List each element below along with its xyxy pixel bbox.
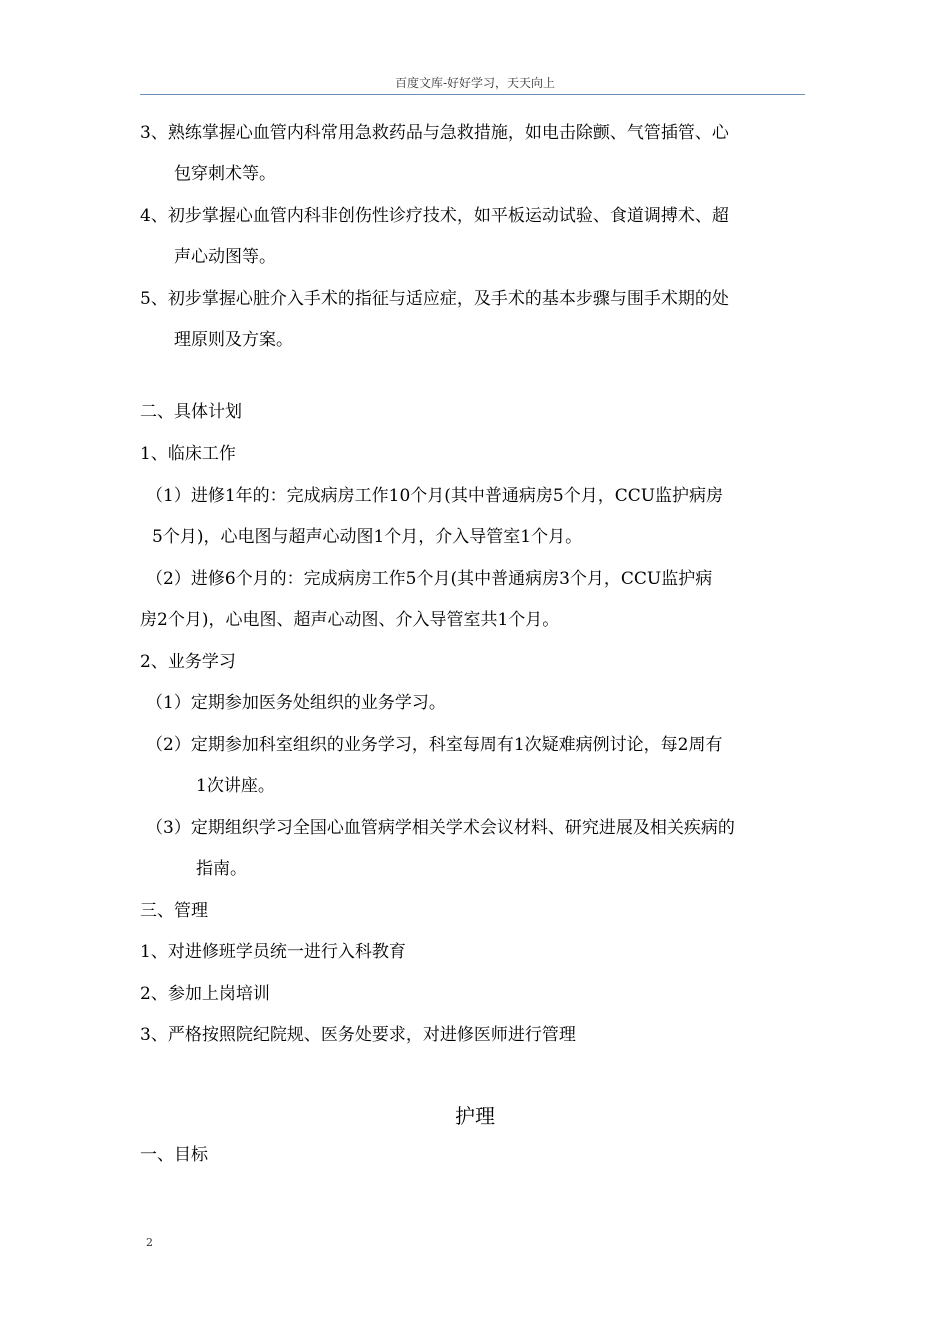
text-line: 5个月)，心电图与超声心动图1个月，介入导管室1个月。 bbox=[152, 527, 583, 547]
text-line: 声心动图等。 bbox=[174, 247, 276, 267]
text-line: （1）进修1年的：完成病房工作10个月(其中普通病房5个月，CCU监护病房 bbox=[146, 486, 724, 506]
text-line: 1次讲座。 bbox=[196, 776, 275, 796]
text-line: （2）进修6个月的：完成病房工作5个月(其中普通病房3个月，CCU监护病 bbox=[146, 569, 713, 589]
section-heading: 三、管理 bbox=[140, 901, 208, 921]
text-line: 指南。 bbox=[196, 859, 247, 879]
text-line: 房2个月)，心电图、超声心动图、介入导管室共1个月。 bbox=[140, 610, 560, 630]
section-title: 护理 bbox=[455, 1104, 495, 1128]
subsection-heading: 1、临床工作 bbox=[140, 444, 236, 464]
text-line: 3、熟练掌握心血管内科常用急救药品与急救措施，如电击除颤、气管插管、心 bbox=[140, 123, 729, 143]
text-line: 3、严格按照院纪院规、医务处要求，对进修医师进行管理 bbox=[140, 1025, 576, 1045]
page-number: 2 bbox=[146, 1236, 153, 1249]
text-line: 1、对进修班学员统一进行入科教育 bbox=[140, 942, 406, 962]
text-line: （1）定期参加医务处组织的业务学习。 bbox=[146, 693, 446, 713]
page-header: 百度文库-好好学习，天天向上 bbox=[394, 76, 556, 90]
text-line: 包穿刺术等。 bbox=[174, 164, 276, 184]
text-line: 5、初步掌握心脏介入手术的指征与适应症，及手术的基本步骤与围手术期的处 bbox=[140, 289, 729, 309]
subsection-heading: 2、业务学习 bbox=[140, 652, 236, 672]
text-line: 理原则及方案。 bbox=[174, 330, 293, 350]
text-line: 2、参加上岗培训 bbox=[140, 984, 270, 1004]
header-divider bbox=[140, 94, 805, 95]
text-line: 4、初步掌握心血管内科非创伤性诊疗技术，如平板运动试验、食道调搏术、超 bbox=[140, 206, 729, 226]
section-heading: 二、具体计划 bbox=[140, 402, 242, 422]
section-heading: 一、目标 bbox=[140, 1145, 208, 1165]
text-line: （3）定期组织学习全国心血管病学相关学术会议材料、研究进展及相关疾病的 bbox=[146, 818, 735, 838]
text-line: （2）定期参加科室组织的业务学习，科室每周有1次疑难病例讨论，每2周有 bbox=[146, 735, 723, 755]
